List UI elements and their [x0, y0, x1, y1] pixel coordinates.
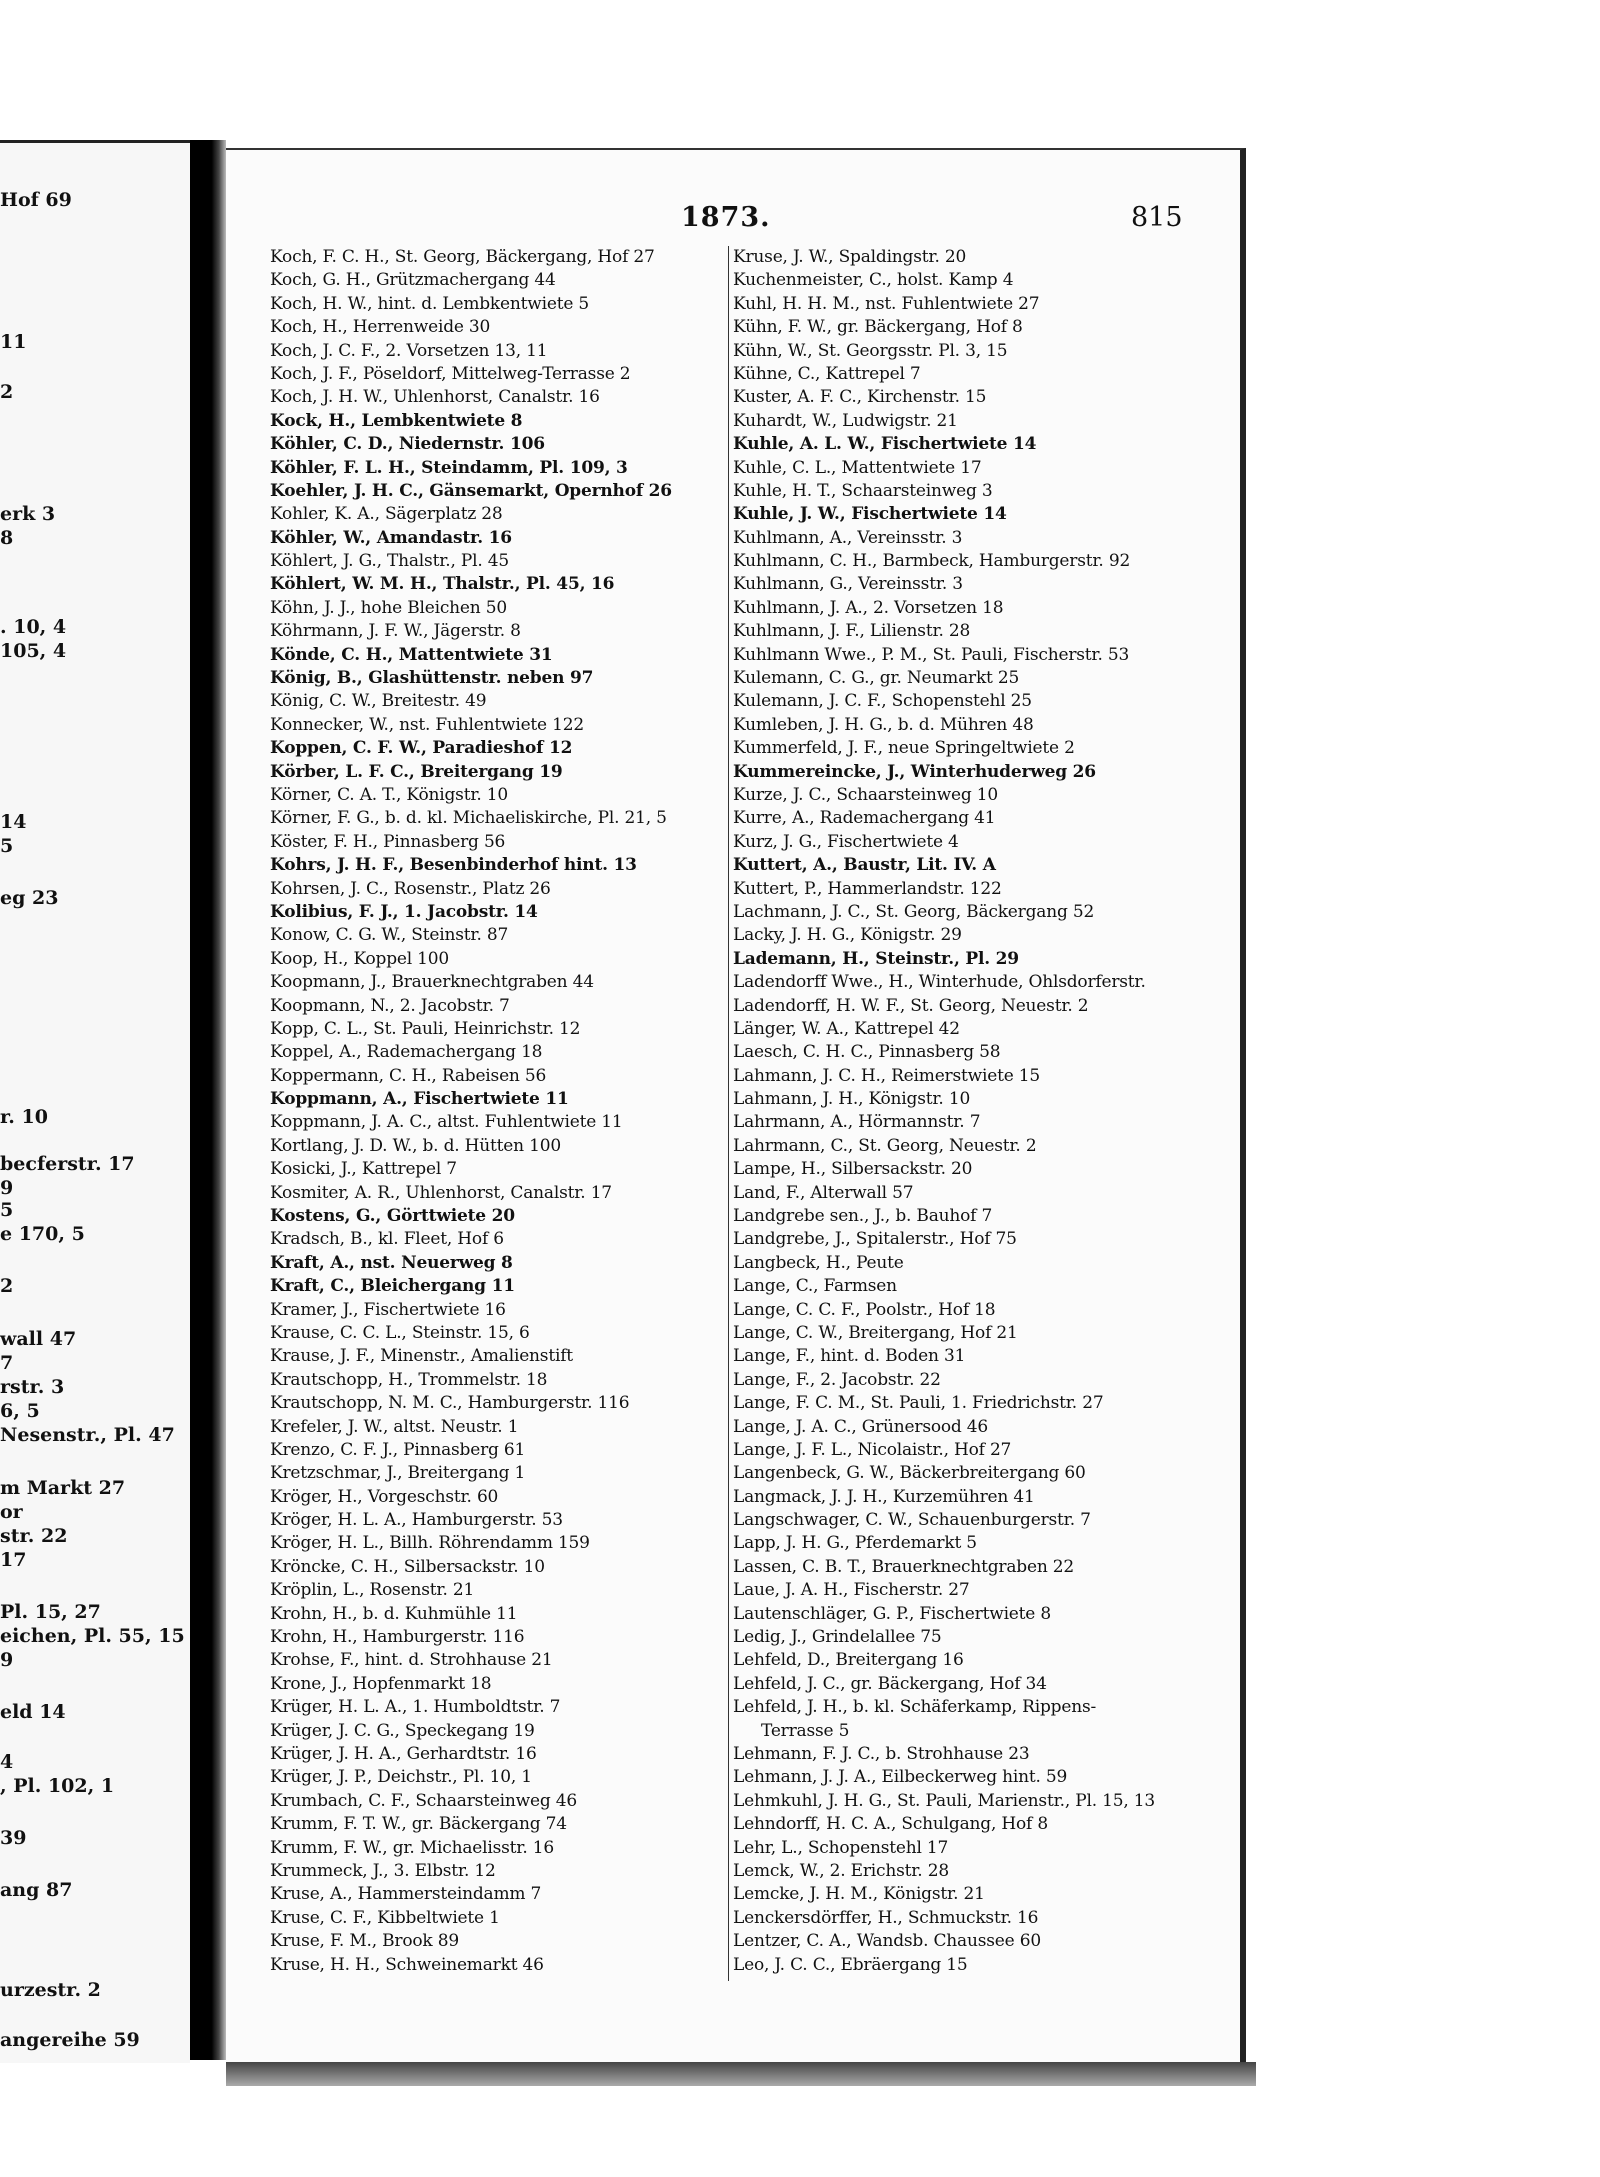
directory-entry: Koppmann, J. A. C., altst. Fuhlentwiete 11	[270, 1112, 623, 1133]
directory-entry: Krefeler, J. W., altst. Neustr. 1	[270, 1416, 519, 1437]
directory-entry: Kuttert, P., Hammerlandstr. 122	[733, 878, 1002, 899]
directory-entry: Krohn, H., b. d. Kuhmühle 11	[270, 1603, 518, 1624]
left-page-fragment: Nesenstr., Pl. 47	[0, 1424, 175, 1446]
directory-entry: Kraft, A., nst. Neuerweg 8	[270, 1252, 513, 1273]
directory-entry: Kretzschmar, J., Breitergang 1	[270, 1463, 526, 1484]
left-page-fragment: e 170, 5	[0, 1223, 85, 1245]
directory-entry: Land, F., Alterwall 57	[733, 1182, 914, 1203]
left-page-fragment: Pl. 15, 27	[0, 1601, 101, 1623]
left-page-fragment: 9	[0, 1649, 14, 1671]
left-page-fragment: m Markt 27	[0, 1477, 126, 1499]
directory-entry: Kulemann, J. C. F., Schopenstehl 25	[733, 691, 1032, 712]
directory-entry: König, C. W., Breitestr. 49	[270, 691, 487, 712]
directory-entry: Lenckersdörffer, H., Schmuckstr. 16	[733, 1907, 1039, 1928]
directory-entry: Kopp, C. L., St. Pauli, Heinrichstr. 12	[270, 1018, 581, 1039]
directory-entry: Kühne, C., Kattrepel 7	[733, 363, 921, 384]
directory-entry: Krohn, H., Hamburgerstr. 116	[270, 1627, 525, 1648]
directory-entry: Lange, F. C. M., St. Pauli, 1. Friedrichstr. 27	[733, 1393, 1104, 1414]
directory-entry: Krautschopp, H., Trommelstr. 18	[270, 1369, 548, 1390]
directory-entry: Lehmann, F. J. C., b. Strohhause 23	[733, 1744, 1030, 1764]
directory-entry: Kurre, A., Rademachergang 41	[733, 808, 996, 829]
year-heading: 1873.	[681, 202, 771, 233]
directory-entry: Köhrmann, J. F. W., Jägerstr. 8	[270, 621, 521, 642]
directory-entry: Länger, W. A., Kattrepel 42	[733, 1018, 960, 1039]
directory-entry: Kuster, A. F. C., Kirchenstr. 15	[733, 387, 987, 408]
left-page-fragment: Hof 69	[0, 189, 72, 211]
directory-entry: Kurz, J. G., Fischertwiete 4	[733, 831, 959, 852]
directory-entry: Körner, F. G., b. d. kl. Michaeliskirche, Pl. 21, 5	[270, 808, 667, 829]
directory-entry: Kortlang, J. D. W., b. d. Hütten 100	[270, 1135, 561, 1156]
directory-entry: Lapp, J. H. G., Pferdemarkt 5	[733, 1533, 977, 1554]
directory-entry: Köhler, F. L. H., Steindamm, Pl. 109, 3	[270, 457, 628, 478]
directory-entry: Koppel, A., Rademachergang 18	[270, 1042, 543, 1063]
directory-entry: Krüger, J. H. A., Gerhardtstr. 16	[270, 1744, 537, 1764]
left-page-fragment: angereihe 59	[0, 2029, 140, 2051]
directory-entry: Lemcke, J. H. M., Königstr. 21	[733, 1884, 985, 1905]
directory-entry: Lange, C., Farmsen	[733, 1276, 897, 1297]
page-header	[226, 202, 1240, 232]
left-page-fragment: urzestr. 2	[0, 1979, 101, 2001]
directory-entry: Kuhl, H. H. M., nst. Fuhlentwiete 27	[733, 293, 1040, 314]
directory-entry: Koehler, J. H. C., Gänsemarkt, Opernhof 26	[270, 480, 672, 501]
directory-entry: Ladendorff, H. W. F., St. Georg, Neuestr. 2	[733, 995, 1089, 1016]
directory-entry: Krummeck, J., 3. Elbstr. 12	[270, 1860, 496, 1881]
directory-entry: Krüger, H. L. A., 1. Humboldtstr. 7	[270, 1697, 561, 1718]
directory-entry: Kuhlmann, C. H., Barmbeck, Hamburgerstr. 92	[733, 551, 1131, 572]
directory-entry: Lehndorff, H. C. A., Schulgang, Hof 8	[733, 1814, 1048, 1835]
directory-entry: Kuhardt, W., Ludwigstr. 21	[733, 410, 958, 431]
directory-entry: Lassen, C. B. T., Brauerknechtgraben 22	[733, 1556, 1075, 1577]
directory-entry: Koopmann, J., Brauerknechtgraben 44	[270, 972, 594, 993]
left-page-fragment: 9	[0, 1177, 14, 1199]
directory-entry: Lehfeld, J. H., b. kl. Schäferkamp, Rippens-	[733, 1697, 1097, 1718]
directory-entry: Krautschopp, N. M. C., Hamburgerstr. 116	[270, 1393, 630, 1414]
directory-entry: Lehmann, J. J. A., Eilbeckerweg hint. 59	[733, 1767, 1068, 1788]
directory-entry: Lehmkuhl, J. H. G., St. Pauli, Marienstr., Pl. 15, 13	[733, 1790, 1156, 1811]
directory-entry: Koch, J. C. F., 2. Vorsetzen 13, 11	[270, 340, 548, 361]
directory-entry: Kohrsen, J. C., Rosenstr., Platz 26	[270, 878, 551, 899]
left-page-fragment: , Pl. 102, 1	[0, 1775, 115, 1797]
left-page-fragment: rstr. 3	[0, 1376, 65, 1398]
left-page-fragment: 105, 4	[0, 640, 67, 662]
directory-entry: Langmack, J. J. H., Kurzemühren 41	[733, 1486, 1035, 1507]
left-page-fragment: eld 14	[0, 1701, 66, 1723]
directory-entry: Kumleben, J. H. G., b. d. Mühren 48	[733, 714, 1034, 735]
directory-entry: Kohrs, J. H. F., Besenbinderhof hint. 13	[270, 855, 637, 876]
directory-entry: Kramer, J., Fischertwiete 16	[270, 1299, 506, 1320]
directory-entry: Lampe, H., Silbersackstr. 20	[733, 1159, 973, 1180]
directory-entry: Koppen, C. F. W., Paradieshof 12	[270, 738, 573, 759]
directory-entry: Lahmann, J. H., Königstr. 10	[733, 1089, 971, 1110]
directory-entry: Könde, C. H., Mattentwiete 31	[270, 644, 553, 665]
directory-entry: Leo, J. C. C., Ebräergang 15	[733, 1954, 968, 1975]
directory-entry: Lademann, H., Steinstr., Pl. 29	[733, 948, 1019, 969]
directory-entry: Lacky, J. H. G., Königstr. 29	[733, 925, 962, 946]
directory-entry: Landgrebe sen., J., b. Bauhof 7	[733, 1206, 993, 1227]
left-page-fragment: eg 23	[0, 887, 59, 909]
left-page-fragment: 5	[0, 835, 14, 857]
left-page-fragment: 39	[0, 1827, 27, 1849]
directory-entry: Kuchenmeister, C., holst. Kamp 4	[733, 270, 1014, 291]
directory-entry: Kühn, W., St. Georgsstr. Pl. 3, 15	[733, 340, 1008, 361]
directory-entry: Koch, J. F., Pöseldorf, Mittelweg-Terrasse 2	[270, 363, 631, 384]
left-page-fragment: 17	[0, 1549, 27, 1571]
directory-entry: König, B., Glashüttenstr. neben 97	[270, 668, 594, 689]
directory-entry: Lange, F., hint. d. Boden 31	[733, 1346, 966, 1367]
directory-entry: Landgrebe, J., Spitalerstr., Hof 75	[733, 1229, 1017, 1250]
directory-entry: Laue, J. A. H., Fischerstr. 27	[733, 1580, 970, 1601]
directory-entry: Koch, F. C. H., St. Georg, Bäckergang, Hof 27	[270, 247, 655, 267]
directory-entry: Köhler, C. D., Niedernstr. 106	[270, 434, 545, 455]
directory-entry: Kröplin, L., Rosenstr. 21	[270, 1580, 475, 1601]
directory-entry: Kröncke, C. H., Silbersackstr. 10	[270, 1556, 545, 1577]
directory-entry: Krause, J. F., Minenstr., Amalienstift	[270, 1346, 573, 1367]
directory-entry: Krüger, J. C. G., Speckegang 19	[270, 1720, 535, 1741]
left-page-fragment: . 10, 4	[0, 616, 67, 638]
directory-entry: Terrasse 5	[761, 1720, 850, 1741]
directory-entry: Ladendorff Wwe., H., Winterhude, Ohlsdorferstr.	[733, 972, 1146, 993]
directory-entry: Köhler, W., Amandastr. 16	[270, 527, 512, 548]
directory-entry: Kurze, J. C., Schaarsteinweg 10	[733, 784, 998, 805]
directory-entry: Kummereincke, J., Winterhuderweg 26	[733, 761, 1096, 782]
directory-entry: Kosmiter, A. R., Uhlenhorst, Canalstr. 17	[270, 1182, 612, 1203]
left-page-fragment: 14	[0, 811, 27, 833]
directory-entry: Kruse, H. H., Schweinemarkt 46	[270, 1954, 544, 1975]
directory-entry: Kröger, H., Vorgeschstr. 60	[270, 1486, 499, 1507]
directory-entry: Krüger, J. P., Deichstr., Pl. 10, 1	[270, 1767, 532, 1788]
directory-entry: Kröger, H. L. A., Hamburgerstr. 53	[270, 1510, 563, 1531]
directory-entry: Kruse, F. M., Brook 89	[270, 1931, 459, 1952]
directory-entry: Kuhlmann, A., Vereinsstr. 3	[733, 527, 963, 548]
page-bottom-edge	[226, 2062, 1256, 2086]
directory-entry: Koch, G. H., Grützmachergang 44	[270, 270, 556, 291]
directory-entry: Kradsch, B., kl. Fleet, Hof 6	[270, 1229, 504, 1250]
directory-entry: Koch, H., Herrenweide 30	[270, 317, 491, 338]
directory-entry: Kuhle, J. W., Fischertwiete 14	[733, 504, 1007, 525]
directory-column-left	[270, 246, 740, 1977]
directory-entry: Koppermann, C. H., Rabeisen 56	[270, 1065, 547, 1086]
directory-entry: Lahmann, J. C. H., Reimerstwiete 15	[733, 1065, 1041, 1086]
directory-entry: Konow, C. G. W., Steinstr. 87	[270, 925, 509, 946]
directory-entry: Körber, L. F. C., Breitergang 19	[270, 761, 563, 782]
directory-entry: Lange, F., 2. Jacobstr. 22	[733, 1369, 941, 1390]
left-page-fragment: r. 10	[0, 1106, 48, 1128]
left-page-fragment: ang 87	[0, 1879, 73, 1901]
left-page-fragment: 2	[0, 381, 14, 403]
directory-entry: Köhn, J. J., hohe Bleichen 50	[270, 597, 507, 618]
left-page-fragment: eichen, Pl. 55, 15	[0, 1625, 185, 1647]
directory-entry: Krumbach, C. F., Schaarsteinweg 46	[270, 1790, 578, 1811]
book-gutter	[190, 140, 226, 2060]
left-page-fragment: 6, 5	[0, 1400, 40, 1422]
directory-entry: Krumm, F. T. W., gr. Bäckergang 74	[270, 1814, 567, 1835]
page-number: 815	[1131, 202, 1183, 233]
directory-entry: Kruse, C. F., Kibbeltwiete 1	[270, 1907, 500, 1928]
right-page	[226, 148, 1246, 2066]
directory-entry: Krohse, F., hint. d. Strohhause 21	[270, 1650, 553, 1671]
directory-entry: Kuhle, H. T., Schaarsteinweg 3	[733, 480, 993, 501]
left-page-fragment: 2	[0, 1275, 14, 1297]
directory-entry: Lehfeld, D., Breitergang 16	[733, 1650, 964, 1671]
directory-entry: Lautenschläger, G. P., Fischertwiete 8	[733, 1603, 1051, 1624]
left-page-fragment: 5	[0, 1199, 14, 1221]
left-page-fragment: 4	[0, 1751, 14, 1773]
directory-column-right	[728, 246, 1233, 1981]
left-page-fragment: wall 47	[0, 1328, 77, 1350]
directory-entry: Kummerfeld, J. F., neue Springeltwiete 2	[733, 738, 1075, 759]
left-page-fragment: 7	[0, 1352, 14, 1374]
left-page-fragment: or	[0, 1501, 23, 1523]
directory-entry: Kostens, G., Görttwiete 20	[270, 1206, 515, 1227]
directory-entry: Kulemann, C. G., gr. Neumarkt 25	[733, 668, 1020, 689]
left-page-edge	[0, 140, 190, 2063]
directory-entry: Lahrmann, C., St. Georg, Neuestr. 2	[733, 1135, 1037, 1156]
directory-entry: Köhlert, J. G., Thalstr., Pl. 45	[270, 551, 509, 572]
directory-entry: Lehr, L., Schopenstehl 17	[733, 1837, 949, 1858]
directory-entry: Lemck, W., 2. Erichstr. 28	[733, 1860, 949, 1881]
directory-entry: Langschwager, C. W., Schauenburgerstr. 7	[733, 1510, 1091, 1531]
directory-entry: Kuhle, A. L. W., Fischertwiete 14	[733, 434, 1037, 455]
directory-entry: Kuhle, C. L., Mattentwiete 17	[733, 457, 982, 478]
directory-entry: Krone, J., Hopfenmarkt 18	[270, 1673, 492, 1694]
directory-entry: Lahrmann, A., Hörmannstr. 7	[733, 1112, 981, 1133]
directory-entry: Ledig, J., Grindelallee 75	[733, 1627, 942, 1648]
directory-entry: Lange, C. C. F., Poolstr., Hof 18	[733, 1299, 996, 1320]
directory-entry: Lentzer, C. A., Wandsb. Chaussee 60	[733, 1931, 1041, 1952]
directory-entry: Koppmann, A., Fischertwiete 11	[270, 1089, 569, 1110]
directory-entry: Lange, C. W., Breitergang, Hof 21	[733, 1322, 1018, 1343]
directory-entry: Krenzo, C. F. J., Pinnasberg 61	[270, 1439, 526, 1460]
directory-entry: Kosicki, J., Kattrepel 7	[270, 1159, 457, 1180]
directory-entry: Lange, J. A. C., Grünersood 46	[733, 1416, 989, 1437]
directory-entry: Lehfeld, J. C., gr. Bäckergang, Hof 34	[733, 1673, 1047, 1694]
directory-entry: Koch, H. W., hint. d. Lembkentwiete 5	[270, 293, 590, 314]
directory-entry: Kruse, J. W., Spaldingstr. 20	[733, 247, 967, 267]
directory-entry: Koop, H., Koppel 100	[270, 948, 450, 969]
left-page-fragment: becferstr. 17	[0, 1153, 135, 1175]
left-page-fragment: str. 22	[0, 1525, 68, 1547]
directory-entry: Lange, J. F. L., Nicolaistr., Hof 27	[733, 1439, 1012, 1460]
directory-entry: Körner, C. A. T., Königstr. 10	[270, 784, 509, 805]
directory-entry: Koopmann, N., 2. Jacobstr. 7	[270, 995, 510, 1016]
directory-entry: Krause, C. C. L., Steinstr. 15, 6	[270, 1322, 530, 1343]
directory-entry: Kuhlmann Wwe., P. M., St. Pauli, Fischerstr. 53	[733, 644, 1130, 665]
directory-entry: Kohler, K. A., Sägerplatz 28	[270, 504, 503, 525]
directory-entry: Laesch, C. H. C., Pinnasberg 58	[733, 1042, 1001, 1063]
left-page-fragment: erk 3	[0, 503, 56, 525]
directory-entry: Kühn, F. W., gr. Bäckergang, Hof 8	[733, 317, 1023, 338]
directory-entry: Kuhlmann, J. F., Lilienstr. 28	[733, 621, 971, 642]
directory-entry: Kolibius, F. J., 1. Jacobstr. 14	[270, 901, 538, 922]
left-page-fragment: 8	[0, 527, 14, 549]
directory-entry: Krumm, F. W., gr. Michaelisstr. 16	[270, 1837, 555, 1858]
directory-entry: Köhlert, W. M. H., Thalstr., Pl. 45, 16	[270, 574, 615, 595]
left-page-fragment: 11	[0, 331, 27, 353]
directory-entry: Kuhlmann, G., Vereinsstr. 3	[733, 574, 963, 595]
directory-entry: Lachmann, J. C., St. Georg, Bäckergang 52	[733, 901, 1095, 922]
directory-entry: Langenbeck, G. W., Bäckerbreitergang 60	[733, 1463, 1086, 1484]
directory-entry: Kruse, A., Hammersteindamm 7	[270, 1884, 542, 1905]
directory-entry: Kuhlmann, J. A., 2. Vorsetzen 18	[733, 597, 1004, 618]
directory-entry: Köster, F. H., Pinnasberg 56	[270, 831, 506, 852]
directory-entry: Kock, H., Lembkentwiete 8	[270, 410, 523, 431]
directory-entry: Kraft, C., Bleichergang 11	[270, 1276, 515, 1297]
directory-entry: Kuttert, A., Baustr, Lit. IV. A	[733, 855, 996, 876]
directory-entry: Koch, J. H. W., Uhlenhorst, Canalstr. 16	[270, 387, 600, 408]
directory-entry: Kröger, H. L., Billh. Röhrendamm 159	[270, 1533, 590, 1554]
directory-entry: Konnecker, W., nst. Fuhlentwiete 122	[270, 714, 584, 735]
directory-entry: Langbeck, H., Peute	[733, 1252, 904, 1273]
